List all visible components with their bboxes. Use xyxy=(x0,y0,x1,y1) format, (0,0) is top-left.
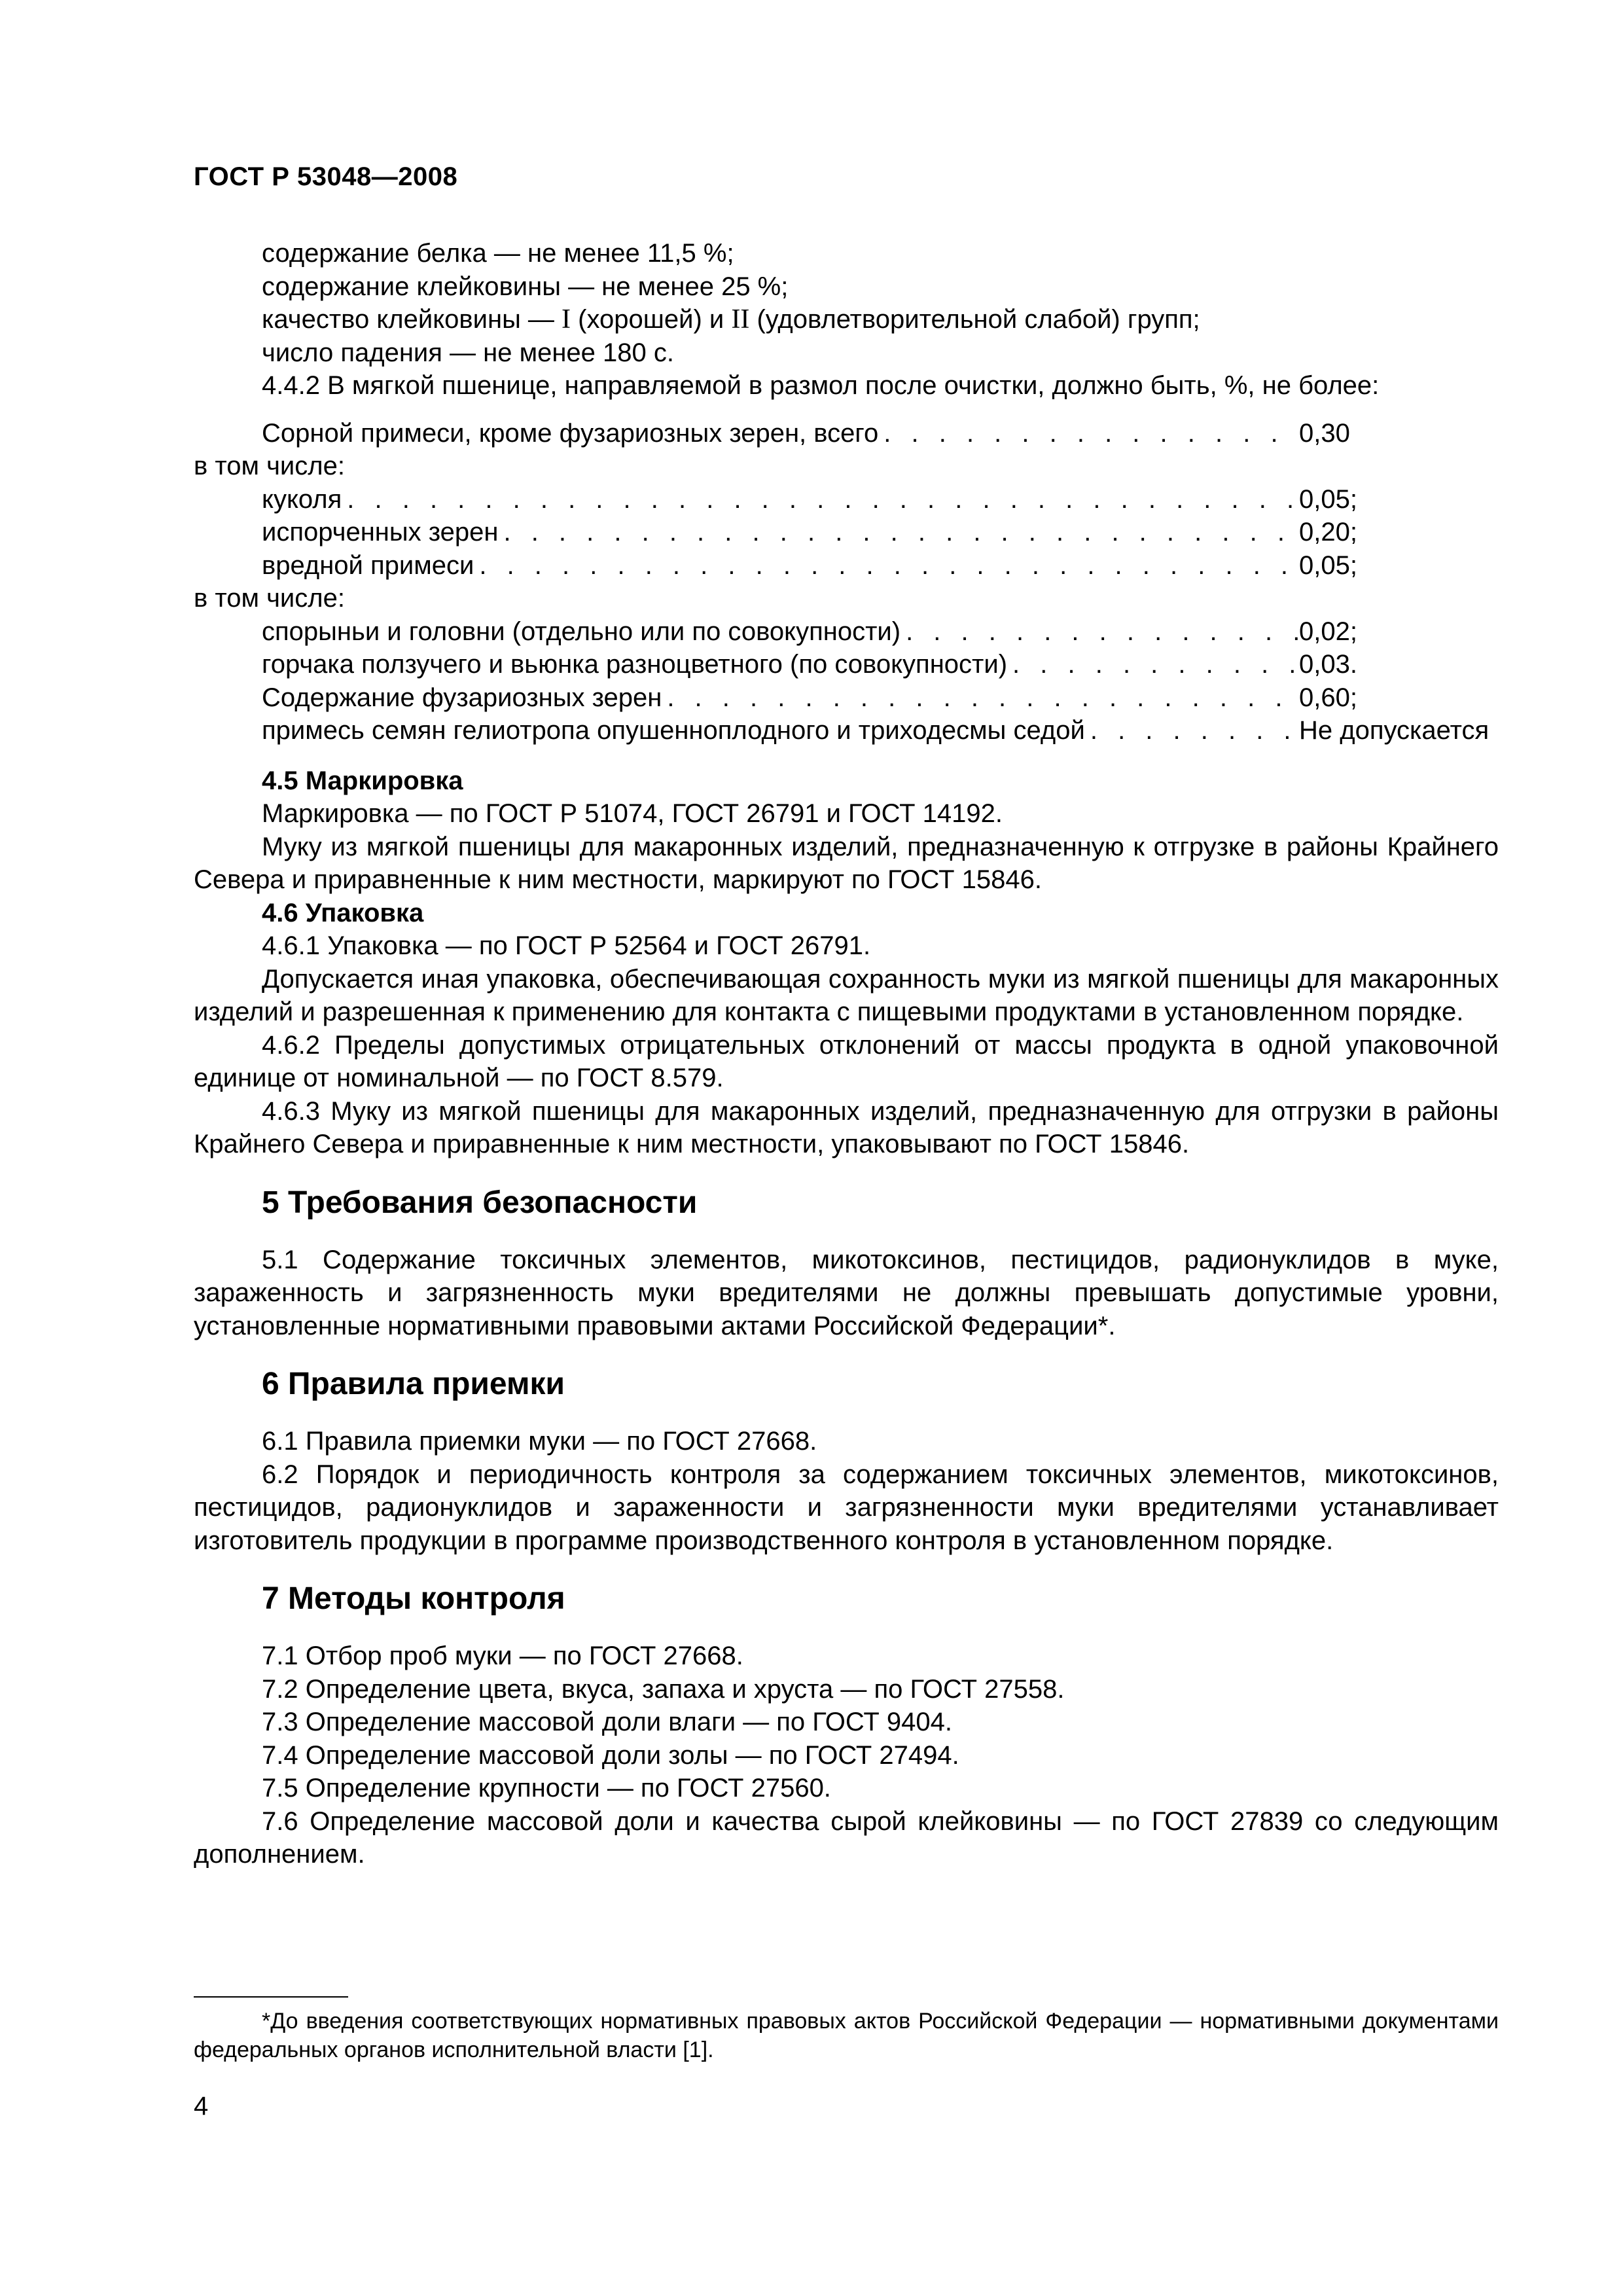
paragraph: 6.1 Правила приемки муки — по ГОСТ 27668. xyxy=(262,1427,817,1456)
list-item xyxy=(194,549,1499,583)
list-item xyxy=(194,582,1499,615)
paragraph: Маркировка — по ГОСТ Р 51074, ГОСТ 26791 и ГОСТ 14192. xyxy=(262,799,1003,828)
list-item xyxy=(194,615,1499,649)
item-value: 0,05; xyxy=(1299,484,1357,514)
list-item xyxy=(194,681,1499,715)
list-item xyxy=(194,450,1499,483)
list-item: 7.1 Отбор проб муки — по ГОСТ 27668. xyxy=(262,1641,743,1670)
section-title-6: 6 Правила приемки xyxy=(262,1367,565,1401)
item-value: Не допускается xyxy=(1299,716,1489,745)
document-header: ГОСТ Р 53048—2008 xyxy=(194,162,458,191)
dot-leader xyxy=(901,615,1299,649)
paragraph: 4.6.1 Упаковка — по ГОСТ Р 52564 и ГОСТ 26791. xyxy=(262,931,871,960)
text-fragment: (хорошей) и xyxy=(571,305,732,334)
paragraph: 5.1 Содержание токсичных элементов, микотоксинов, пестицидов, радионуклидов в муке, зараженность и загрязненность муки вредителями не должны превышать допустимые уровни, установленные нормативными правовыми актами Российской Федерации*. xyxy=(194,1245,1499,1340)
subsection-title-4-5: 4.5 Маркировка xyxy=(262,766,463,795)
dot-leader xyxy=(342,483,1299,516)
item-label: куколя xyxy=(262,484,342,514)
clause-4-4-2: 4.4.2 В мягкой пшенице, направляемой в размол после очистки, должно быть, %, не более: xyxy=(262,371,1380,400)
item-value: 0,02; xyxy=(1299,617,1357,646)
line-protein: содержание белка — не менее 11,5 %; xyxy=(262,239,734,268)
line-gluten-quality xyxy=(194,303,1499,336)
list-item xyxy=(194,417,1499,450)
item-label: примесь семян гелиотропа опушенноплодного и триходесмы седой xyxy=(262,716,1085,745)
list-item xyxy=(194,648,1499,681)
paragraph: Муку из мягкой пшеницы для макаронных изделий, предназначенную к отгрузке в районы Крайнего Севера и приравненные к ним местности, маркируют по ГОСТ 15846. xyxy=(194,832,1499,894)
section-title-5: 5 Требования безопасности xyxy=(262,1185,698,1220)
list-item: 7.5 Определение крупности — по ГОСТ 27560. xyxy=(262,1774,831,1803)
impurity-list xyxy=(194,417,1499,747)
text-fragment: качество клейковины — xyxy=(262,305,562,334)
item-label: испорченных зерен xyxy=(262,518,499,547)
text-fragment: (удовлетворительной слабой) групп; xyxy=(749,305,1200,334)
list-item: 7.4 Определение массовой доли золы — по ГОСТ 27494. xyxy=(262,1740,959,1770)
section-title-7: 7 Методы контроля xyxy=(262,1581,565,1616)
item-label: Содержание фузариозных зерен xyxy=(262,683,662,712)
list-item xyxy=(194,714,1499,747)
paragraph: 4.6.2 Пределы допустимых отрицательных отклонений от массы продукта в одной упаковочной единице от номинальной — по ГОСТ 8.579. xyxy=(194,1030,1499,1092)
footnote: *До введения соответствующих нормативных правовых актов Российской Федерации — нормативными документами федеральных органов исполнительной власти [1]. xyxy=(194,2009,1499,2062)
list-item xyxy=(194,483,1499,516)
item-label: вредной примеси xyxy=(262,550,474,580)
list-item: 7.3 Определение массовой доли влаги — по ГОСТ 9404. xyxy=(262,1708,953,1736)
item-label: горчака ползучего и вьюнка разноцветного (по совокупности) xyxy=(262,650,1008,679)
page-number: 4 xyxy=(194,2092,209,2121)
list-item: 7.2 Определение цвета, вкуса, запаха и хруста — по ГОСТ 27558. xyxy=(262,1674,1065,1704)
item-value: 0,20; xyxy=(1299,518,1357,547)
dot-leader xyxy=(1007,648,1299,681)
item-value: 0,05; xyxy=(1299,550,1357,580)
paragraph: 6.2 Порядок и периодичность контроля за содержанием токсичных элементов, микотоксинов, пестицидов, радионуклидов и зараженности и загрязненности муки вредителями устанавливает изготовитель продукции в программе производственного контроля в установленном порядке. xyxy=(194,1460,1499,1555)
item-value: 0,03. xyxy=(1299,650,1357,679)
paragraph: 4.6.3 Муку из мягкой пшеницы для макаронных изделий, предназначенную для отгрузки в районы Крайнего Севера и приравненные к ним местности, упаковывают по ГОСТ 15846. xyxy=(194,1096,1499,1158)
item-label: Сорной примеси, кроме фузариозных зерен, всего xyxy=(262,418,879,448)
roman-numeral: I xyxy=(562,304,571,334)
item-label: спорыньи и головни (отдельно или по совокупности) xyxy=(262,617,901,646)
dot-leader xyxy=(878,417,1299,450)
dot-leader xyxy=(498,516,1299,549)
spacer xyxy=(194,403,1499,417)
dot-leader xyxy=(1085,714,1299,747)
item-value: 0,60; xyxy=(1299,683,1357,712)
document-body xyxy=(194,237,1499,1871)
list-item: 7.6 Определение массовой доли и качества сырой клейковины — по ГОСТ 27839 со следующим дополнением. xyxy=(194,1806,1499,1869)
list-item xyxy=(194,516,1499,549)
item-label: в том числе: xyxy=(194,452,345,480)
paragraph: Допускается иная упаковка, обеспечивающая сохранность муки из мягкой пшеницы для макаронных изделий и разрешенная к применению для контакта с пищевыми продуктами в установленном порядке. xyxy=(194,964,1499,1026)
subsection-title-4-6: 4.6 Упаковка xyxy=(262,898,424,927)
item-value: 0,30 xyxy=(1299,418,1350,448)
line-falling-number: число падения — не менее 180 с. xyxy=(262,338,674,367)
footnote-divider xyxy=(194,1996,348,1998)
item-label: в том числе: xyxy=(194,584,345,613)
dot-leader xyxy=(662,681,1299,715)
dot-leader xyxy=(474,549,1299,583)
line-gluten: содержание клейковины — не менее 25 %; xyxy=(262,272,789,301)
roman-numeral: II xyxy=(731,304,750,334)
